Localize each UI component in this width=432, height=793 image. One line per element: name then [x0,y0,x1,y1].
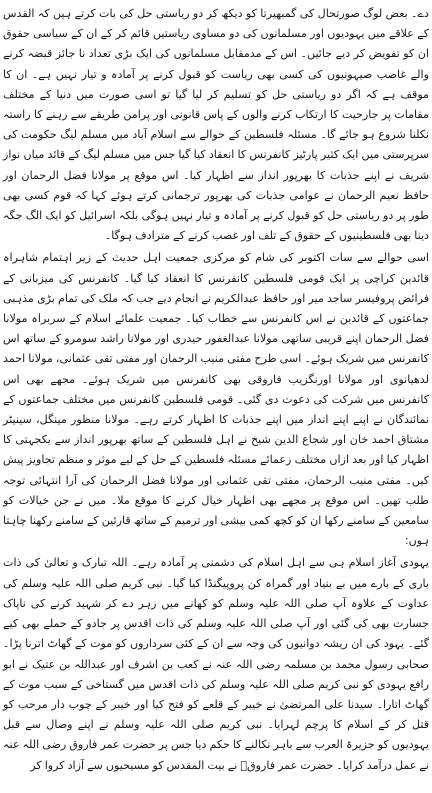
article-paragraph-3: یہودی آغاز اسلام ہی سے اہل اسلام کی دشمنی پر آمادہ رہے۔ اللہ تبارک و تعالیٰ کی ذات باری کے بارے میں بے بنیاد اور گمراہ کن پروپیگنڈا کیا گیا۔ نبی کریم صلی اللہ علیہ وسلم کی عداوت کے علاوہ آپ صلی اللہ علیہ وسلم کو کھانے میں زہر دے کر شہید کرنے کی ناپاک جسارت بھی کی گئی اور آپ صلی اللہ علیہ وسلم کی ذات اقدس پر جادو کے حملے بھی کیے گئے۔ یہود کی ان ریشہ دوانیوں کی وجہ سے ان کے کئی سرداروں کو موت کے گھاٹ اترنا پڑا۔ صحابی رسول محمد بن مسلمہ رضی اللہ عنہ نے کعب بن اشرف اور عبداللہ بن عتیک نے ابو رافع یہودی کو نبی کریم صلی اللہ علیہ وسلم کی ذات اقدس میں گستاخی کے سبب موت کے گھاٹ اتارا۔ سیدنا علی المرتضیٰ نے خیبر کے قلعے کو فتح کیا اور خیبر کے چوب دار مرحب کو قتل کر کے اسلام کا پرچم لہرایا۔ نبی کریم صلی اللہ علیہ وسلم نے اپنے وصال سے قبل یہودیوں کو جزیرۃ العرب سے باہر نکالنے کا حکم دیا جس پر حضرت عمر فاروق رضی اللہ عنہ نے عمل درآمد کرایا۔ حضرت عمر فاروقؓ نے بیت المقدس کو مسیحیوں سے آزاد کروا کر [3,556,429,772]
article-paragraph-2: اسی حوالے سے سات اکتوبر کی شام کو مرکزی جمعیت اہل حدیث کے زیر اہتمام شاہراہ قائدین کراچی پر ایک قومی فلسطین کانفرنس کا انعقاد کیا گیا۔ کانفرنس کی میزبانی کے فرائض پروفیسر ساجد میر اور حافظ عبدالکریم نے انجام دیے جب کہ ملک کی تمام بڑی مذہبی جماعتوں کے قائدین نے اس کانفرنس سے خطاب کیا۔ جمعیت علمائے اسلام کے سربراہ مولانا فضل الرحمان اپنے قریبی ساتھی مولانا عبدالغفور حیدری اور مولانا راشد سومرو کے ساتھ اس کانفرنس میں شریک ہوئے۔ اسی طرح مفتی منیب الرحمان اور مفتی تقی عثمانی، مولانا احمد لدھیانوی اور مولانا اورنگزیب فاروقی بھی کانفرنس میں شریک ہوئے۔ مجھے بھی اس کانفرنس میں شرکت کی دعوت دی گئی۔ قومی فلسطین کانفرنس میں مختلف جماعتوں کے نمائندگان نے اپنے اپنے انداز میں اپنے جذبات کا اظہار کرتے رہے۔ مولانا منظور مینگل، سینیٹر مشتاق احمد خان اور شجاع الدین شیخ نے اہل فلسطین کے ساتھ بھرپور انداز سے یکجہتی کا اظہار کیا اور بعد ازاں مختلف زعمائے مسئلہ فلسطین کے حل کے لیے موثر و منظم تجاویز پیش کیں۔ مفتی منیب الرحمان، مفتی تقی عثمانی اور مولانا فضل الرحمان کی آرا انتہائی توجہ طلب تھیں۔ اس موقع پر مجھے بھی اظہار خیال کرنے کا موقع ملا۔ میں نے جن خیالات کو سامعین کے سامنے رکھا ان کو کچھ کمی بیشی اور ترمیم کے ساتھ قارئین کے سامنے رکھنا چاہتا ہوں: [3,251,429,548]
article-paragraph-1: دے۔ بعض لوگ صورتحال کی گمبھیرتا کو دیکھ کر دو ریاستی حل کی بات کرتے ہیں کہ القدس کے علاقے میں یہودیوں اور مسلمانوں کی دو مساوی ریاستیں قائم کر کے ان کے سیاسی حقوق ان کو تفویض کر دیے جائیں۔ اس کے مدمقابل مسلمانوں کی ایک بڑی تعداد نا جائز قبضہ کرنے والے غاصب صیہونیوں کی کسی بھی ریاست کو قبول کرنے پر آمادہ و تیار نہیں ہے۔ ان کا موقف ہے کہ اگر دو ریاستی حل کو تسلیم کر لیا گیا تو اسی صورت میں دنیا کے مختلف مقامات پر جارحیت کا ارتکاب کرنے والوں کے پاس قانونی اور پرامن طریقے سے رہنے کا راستہ نکلنا شروع ہو جائے گا۔ مسئلہ فلسطین کے حوالے سے اسلام آباد میں مسلم لیگ حکومت کی سرپرستی میں ایک کثیر پارٹیز کانفرنس کا انعقاد کیا گیا جس میں مسلم لیگ کے قائد میاں نواز شریف نے اپنے جذبات کا بھرپور انداز سے اظہار کیا۔ اس موقع پر مولانا فضل الرحمان اور حافظ نعیم الرحمان نے عوامی جذبات کی بھرپور ترجمانی کرتے ہوئے کہا کہ قوم کسی بھی طور پر دو ریاستی حل کو قبول کرنے پر آمادہ و تیار نہیں ہوگی بلکہ اسرائیل کو ایک الگ جگہ دینا بھی فلسطینیوں کے حقوق کے تلف اور غصب کرنے کے مترادف ہوگا۔ [3,7,429,243]
